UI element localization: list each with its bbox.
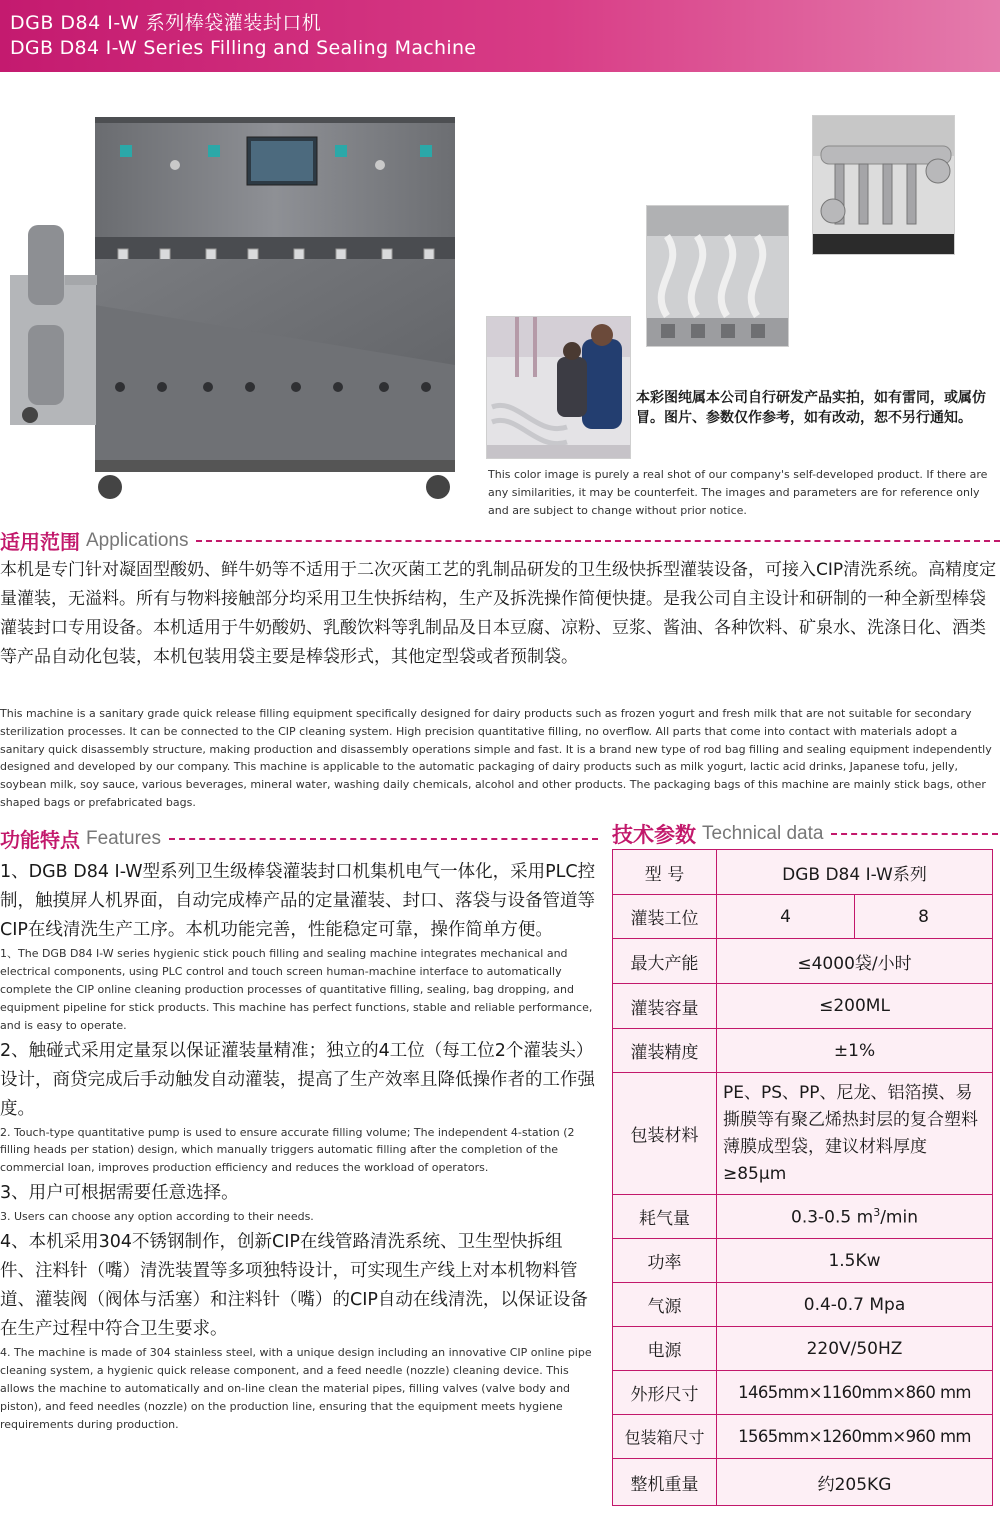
applications-text-zh: 本机是专门针对凝固型酸奶、鲜牛奶等不适用于二次灭菌工艺的乳制品研发的卫生级快拆型灌装设备，可接入CIP清洗系统。高精度定量灌装，无溢料。所有与物料接触部分均采用卫生快拆结构，生产及拆洗操作简便快捷。是我公司自主设计和研制的一种全新型棒袋灌装封口专用设备。本机适用于牛奶酸奶、乳酸饮料等乳制品及日本豆腐、凉粉、豆浆、酱油、各种饮料、矿泉水、洗涤日化、酒类等产品自动化包装，本机包装用袋主要是棒袋形式，其他定型袋或者预制袋。	[0, 560, 997, 667]
row-value: 1.5Kw	[717, 1239, 993, 1283]
machine-photo	[10, 115, 460, 503]
row-label: 功率	[613, 1239, 717, 1283]
table-row	[613, 1029, 993, 1073]
operators-illustration	[487, 317, 631, 459]
nozzles-illustration	[647, 206, 789, 347]
features-heading	[0, 824, 598, 853]
row-label: 整机重量	[613, 1459, 717, 1506]
air-value-unit: /min	[880, 1207, 918, 1228]
feature-item	[0, 1179, 596, 1226]
applications-heading	[0, 526, 1000, 555]
row-label: 包装箱尺寸	[613, 1415, 717, 1459]
row-value: ≤4000袋/小时	[717, 939, 993, 984]
feature-item	[0, 1037, 596, 1178]
row-label: 耗气量	[613, 1195, 717, 1239]
table-row	[613, 1371, 993, 1415]
tech-heading	[612, 819, 998, 849]
row-label: 气源	[613, 1283, 717, 1327]
heading-divider	[831, 833, 998, 835]
row-value: 约205KG	[717, 1459, 993, 1506]
table-row	[613, 1239, 993, 1283]
table-row	[613, 850, 993, 895]
row-value: 220V/50HZ	[717, 1327, 993, 1371]
features-list	[0, 858, 596, 1436]
row-value: ±1%	[717, 1029, 993, 1073]
machine-illustration	[10, 115, 460, 503]
row-value	[717, 1195, 993, 1239]
manifold-illustration	[813, 116, 955, 255]
row-value: DGB D84 I-W系列	[717, 850, 993, 895]
applications-heading-zh: 适用范围	[0, 530, 80, 554]
feature-item	[0, 858, 596, 1035]
feature-text-en: 4. The machine is made of 304 stainless steel, with a unique design including an innovative CIP online pipe cleaning system, a hygienic quick release component, and a feed needle (nozzle) cleaning device. This allows the machine to automatically and on-line clean the material pipes, filling valves (valve body and piston), and feed needles (nozzle) on the production line, ensuring that the equipment meets hygiene requirements during production.	[0, 1346, 592, 1431]
detail-photo-nozzles	[646, 205, 789, 347]
table-row	[613, 895, 993, 939]
row-value: 4	[717, 895, 855, 939]
row-value: ≤200ML	[717, 984, 993, 1029]
disclaimer-en: This color image is purely a real shot of our company's self-developed product. If there are any similarities, it may be counterfeit. The images and parameters are for reference only and are subject to change without prior notice.	[488, 468, 988, 517]
feature-text-zh: 3、用户可根据需要任意选择。	[0, 1183, 239, 1204]
table-row	[613, 1283, 993, 1327]
table-row	[613, 984, 993, 1029]
table-row	[613, 1073, 993, 1195]
table-row	[613, 1459, 993, 1506]
table-row	[613, 1415, 993, 1459]
row-label: 最大产能	[613, 939, 717, 984]
table-row	[613, 1195, 993, 1239]
disclaimer-zh: 本彩图纯属本公司自行研发产品实拍，如有雷同，或属仿冒。图片、参数仅作参考，如有改动，恕不另行通知。	[636, 390, 986, 426]
tech-heading-zh: 技术参数	[612, 823, 696, 847]
air-value-main: 0.3-0.5 m	[791, 1207, 874, 1228]
row-value: 1465mm×1160mm×860 mm	[717, 1371, 993, 1415]
row-value: 8	[855, 895, 993, 939]
detail-photo-manifold	[812, 115, 955, 255]
detail-photo-operators	[486, 316, 631, 459]
heading-divider	[196, 540, 1000, 542]
row-label: 外形尺寸	[613, 1371, 717, 1415]
feature-text-zh: 4、本机采用304不锈钢制作，创新CIP在线管路清洗系统、卫生型快拆组件、注料针（嘴）清洗装置等多项独特设计，可实现生产线上对本机物料管道、灌装阀（阀体与活塞）和注料针（嘴）的CIP自动在线清洗，以保证设备在生产过程中符合卫生要求。	[0, 1232, 588, 1340]
row-label: 灌装精度	[613, 1029, 717, 1073]
title-zh: DGB D84 I-W 系列棒袋灌装封口机	[10, 12, 322, 34]
row-label: 电源	[613, 1327, 717, 1371]
air-value-sup: 3	[873, 1205, 881, 1219]
feature-text-zh: 2、触碰式采用定量泵以保证灌装量精准；独立的4工位（每工位2个灌装头）设计，商贷完成后手动触发自动灌装，提高了生产效率且降低操作者的工作强度。	[0, 1040, 595, 1119]
features-heading-en: Features	[86, 827, 161, 849]
row-value: 1565mm×1260mm×960 mm	[717, 1415, 993, 1459]
tech-heading-en: Technical data	[702, 823, 824, 844]
row-value: 0.4-0.7 Mpa	[717, 1283, 993, 1327]
feature-item	[0, 1228, 596, 1434]
applications-text-en: This machine is a sanitary grade quick release filling equipment specifically designed for dairy products such as frozen yogurt and fresh milk that are not suitable for secondary sterilization processes. It can be connected to the CIP cleaning system. High precision quantitative filling, no overflow. All parts that come into contact with materials adopt a sanitary quick disassembly structure, making production and disassembly operations simple and fast. It is a brand new type of rod bag filling and sealing equipment independently designed and developed by our company. This machine is applicable to the automatic packaging of dairy products such as milk yogurt, lactic acid drinks, Japanese tofu, jelly, soybean milk, soy sauce, various beverages, mineral water, washing daily chemicals, alcohol and other products. The packaging bags of this machine are mainly stick bags, other shaped bags or prefabricated bags.	[0, 707, 992, 809]
heading-divider	[169, 838, 598, 840]
feature-text-en: 1、The DGB D84 I-W series hygienic stick pouch filling and sealing machine integrates mechanical and electrical components, using PLC control and touch screen human-machine interface to automatically complete the CIP online cleaning production processes of quantitative filling, sealing, bag dropping, and equipment pipeline for stick products. This machine has perfect functions, stable and reliable performance, and is easy to operate.	[0, 947, 593, 1032]
row-label: 灌装工位	[613, 895, 717, 939]
row-value: PE、PS、PP、尼龙、铝箔摸、易撕膜等有聚乙烯热封层的复合塑料薄膜成型袋，建议材料厚度≥85μm	[717, 1073, 993, 1195]
table-row	[613, 1327, 993, 1371]
table-row	[613, 939, 993, 984]
applications-heading-en: Applications	[86, 529, 189, 551]
tech-table	[612, 849, 993, 1506]
header-banner	[0, 0, 1000, 72]
feature-text-en: 3. Users can choose any option according to their needs.	[0, 1210, 314, 1224]
feature-text-zh: 1、DGB D84 I-W型系列卫生级棒袋灌装封口机集机电气一体化，采用PLC控制，触摸屏人机界面，自动完成棒产品的定量灌装、封口、落袋与设备管道等CIP在线清洗生产工序。本机功能完善，性能稳定可靠，操作简单方便。	[0, 862, 596, 940]
feature-text-en: 2. Touch-type quantitative pump is used to ensure accurate filling volume; The independent 4-station (2 filling heads per station) design, which manually triggers automatic filling after the completion of the commercial loan, improves production efficiency and reduces the workload of operators.	[0, 1125, 575, 1175]
row-label: 型 号	[613, 850, 717, 895]
features-heading-zh: 功能特点	[0, 828, 80, 852]
title-en: DGB D84 I-W Series Filling and Sealing Machine	[10, 37, 477, 59]
row-label: 包装材料	[613, 1073, 717, 1195]
row-label: 灌装容量	[613, 984, 717, 1029]
